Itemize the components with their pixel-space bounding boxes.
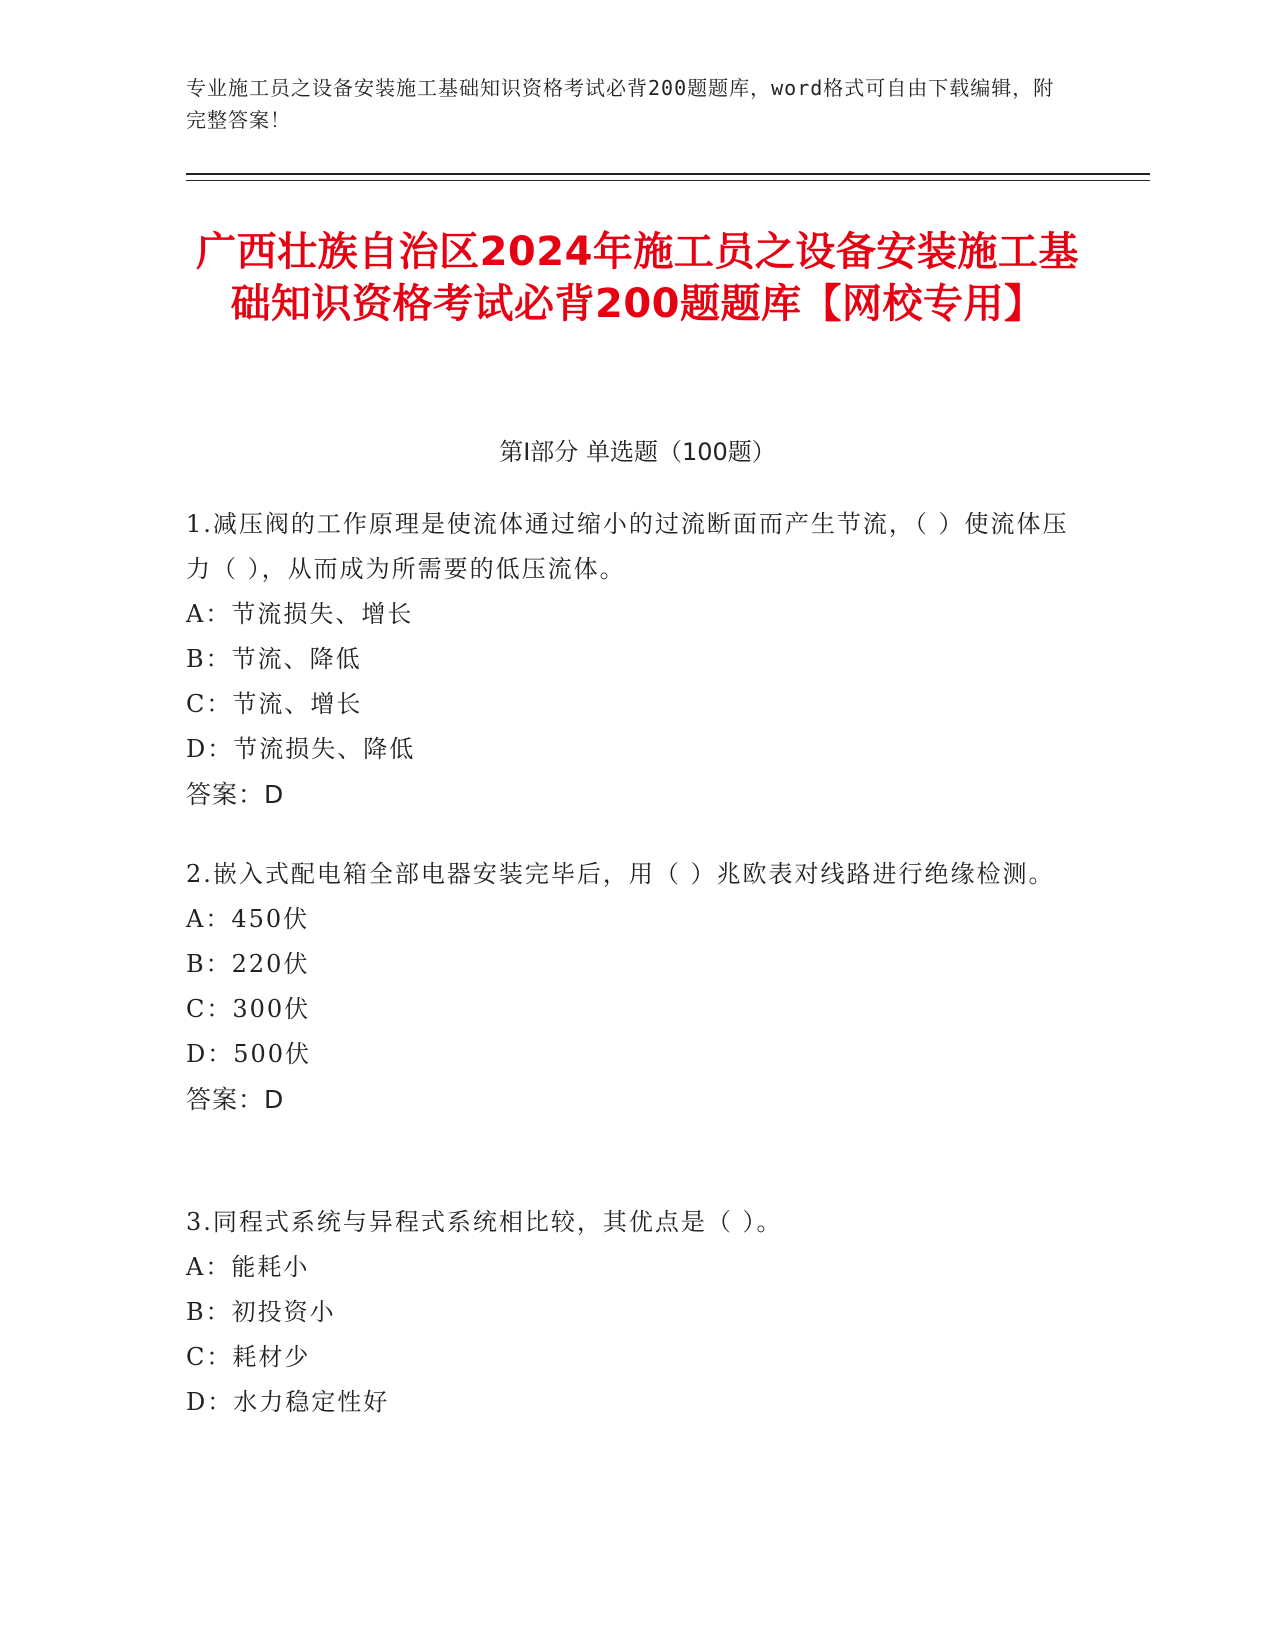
option-c: C：耗材少 [186,1343,311,1371]
header-rule-thick [186,173,1150,175]
section-title: 第I部分 单选题（100题） [499,438,776,466]
answer: 答案：D [186,1085,285,1114]
option-b: B：初投资小 [186,1298,336,1326]
option-d: D：500伏 [186,1040,312,1068]
option-a: A：450伏 [186,905,310,933]
option-c: C：节流、增长 [186,690,363,718]
option-a: A：节流损失、增长 [186,600,414,628]
question-stem: 2.嵌入式配电箱全部电器安装完毕后，用（ ）兆欧表对线路进行绝缘检测。 [186,860,1055,888]
option-d: D：节流损失、降低 [186,735,416,763]
header-rule-thin [186,180,1150,181]
question-2 [186,852,1076,1122]
question-1 [186,502,1076,817]
option-d: D：水力稳定性好 [186,1388,390,1416]
option-a: A：能耗小 [186,1253,310,1281]
option-b: B：220伏 [186,950,310,978]
question-3 [186,1200,1076,1425]
option-c: C：300伏 [186,995,311,1023]
document-title: 广西壮族自治区2024年施工员之设备安装施工基础知识资格考试必背200题题库【网校专用】 [196,229,1079,327]
question-stem: 3.同程式系统与异程式系统相比较，其优点是（ ）。 [186,1208,783,1236]
question-stem: 1.减压阀的工作原理是使流体通过缩小的过流断面而产生节流，（ ）使流体压力（ ），从而成为所需要的低压流体。 [186,510,1069,583]
option-b: B：节流、降低 [186,645,362,673]
header-note: 专业施工员之设备安装施工基础知识资格考试必背200题题库，word格式可自由下载编辑，附完整答案！ [186,76,1055,132]
answer: 答案：D [186,780,285,809]
